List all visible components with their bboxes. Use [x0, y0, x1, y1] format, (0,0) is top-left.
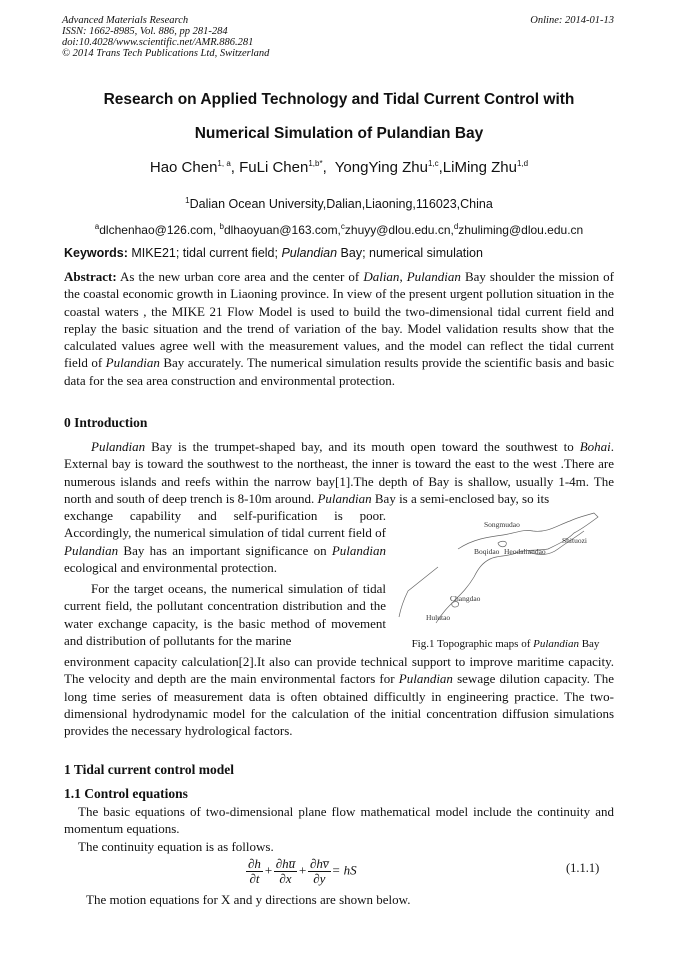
keywords: Keywords: MIKE21; tidal current field; Pulandian Bay; numerical simulation: [64, 246, 483, 260]
paper-title-line2: Numerical Simulation of Pulandian Bay: [194, 125, 484, 142]
continuity-equation: $\frac{\partial h}{\partial t}$ + $\frac{\partial hu̅}{\partial x}$ + $\frac{\partial hv̅}{\partial y}$ = hS: [248, 856, 357, 886]
author-name: LiMing Zhu: [442, 159, 517, 176]
section1-paragraph-2: The continuity equation is as follows.: [78, 839, 274, 854]
map-label: Songmudao: [484, 520, 520, 529]
abstract: Abstract: As the new urban core area and the center of Dalian, Pulandian Bay shoulder the mission of the coastal economic growth in Liaoning province. In view of the present urgent pollution situation in the coastal waters , the MIKE 21 Flow Model is used to build the two-dimensional tidal current field and replay the basic situation and the trend of variation of the bay. Model validation results show that the calculated values agree well with the measurement values, and the model can reflect the tidal current field of Pulandian Bay accurately. The numerical simulation results provide the scientific basis and basic data for the sea area construction and environmental protection.: [64, 269, 615, 388]
author-name: Hao Chen: [149, 159, 218, 176]
journal-header: [62, 15, 269, 59]
intro-paragraph-1: Pulandian Bay is the trumpet-shaped bay, and its mouth open toward the southwest to Bohai. External bay is toward the southwest to the northeast, the inner is toward the east to the west .There are numerous islands and reefs within the narrow bay[1].The depth of Bay is shallow, usually 1-4m. The north and south of deep trench is 8-10m around. Pulandian Bay is a semi-enclosed bay, so its: [64, 439, 614, 506]
affiliation: $^1$Dalian Ocean University,Dalian,Liaoning,116023,China: [185, 196, 493, 212]
copyright-line: © 2014 Trans Tech Publications Ltd, Switzerland: [62, 48, 270, 59]
topographic-map: [398, 507, 613, 627]
map-label: Heodaliandao: [504, 547, 546, 556]
author-list: Hao Chen$^{1, a}$, FuLi Chen$^{1,b*}$, YongYing Zhu$^{1,c}$,LiMing Zhu$^{1,d}$: [149, 159, 529, 176]
coastline-east: [399, 567, 438, 617]
intro-paragraph-2: For the target oceans, the numerical simulation of tidal current field, the pollutant concentration distribution and the water exchange capacity, is the basic method of movement and distribution of pollutants for the marine: [64, 581, 386, 648]
journal-name: Advanced Materials Research: [62, 15, 189, 26]
equation-number: (1.1.1): [566, 861, 600, 875]
section-heading-1: 1 Tidal current control model: [64, 762, 235, 777]
island-1: [498, 541, 506, 546]
paper-title-line1: Research on Applied Technology and Tidal Current Control with: [103, 91, 575, 108]
author-name: YongYing Zhu: [334, 159, 428, 176]
map-label: Shituozi: [562, 536, 588, 545]
intro-paragraph-1-cont: exchange capability and self-purification is poor. Accordingly, the numerical simulation of tidal current field of Pulandian Bay has an important significance on Pulandian ecological and environmental protection.: [64, 508, 386, 575]
doi-line: doi:10.4028/www.scientific.net/AMR.886.281: [62, 37, 254, 48]
online-date: Online: 2014-01-13: [530, 15, 614, 26]
subsection-heading-1-1: 1.1 Control equations: [64, 786, 188, 801]
abstract-label: Abstract:: [64, 269, 117, 284]
intro-paragraph-2-cont: environment capacity calculation[2].It also can provide technical support to improve maritime capacity. The velocity and depth are the main environmental factors for Pulandian sewage dilution capacity. The long time series of measurement data is often obtained difficultly in engineering practice. The two-dimensional hydrodynamic model for the calculation of the initial concentration diffusion simulations provides the necessary hydrological factors.: [64, 654, 614, 739]
section-heading-intro: 0 Introduction: [64, 415, 148, 430]
section1-paragraph-1: The basic equations of two-dimensional plane flow mathematical model include the continuity and momentum equations.: [64, 804, 614, 837]
coastline-north: [458, 513, 598, 577]
author-name: FuLi Chen: [239, 159, 309, 176]
map-label: Changdao: [450, 594, 481, 603]
map-label: Boqidao: [474, 547, 500, 556]
map-label: Hulutao: [426, 613, 451, 622]
author-emails: $^a$dlchenhao@126.com, $^b$dlhaoyuan@163.com,$^c$zhuyy@dlou.edu.cn,$^d$zhuliming@dlou.edu.cn: [94, 222, 584, 237]
section1-paragraph-3: The motion equations for X and y directions are shown below.: [86, 892, 411, 907]
issn-line: ISSN: 1662-8985, Vol. 886, pp 281-284: [62, 26, 228, 37]
figure-caption: Fig.1 Topographic maps of Pulandian Bay: [411, 638, 600, 650]
